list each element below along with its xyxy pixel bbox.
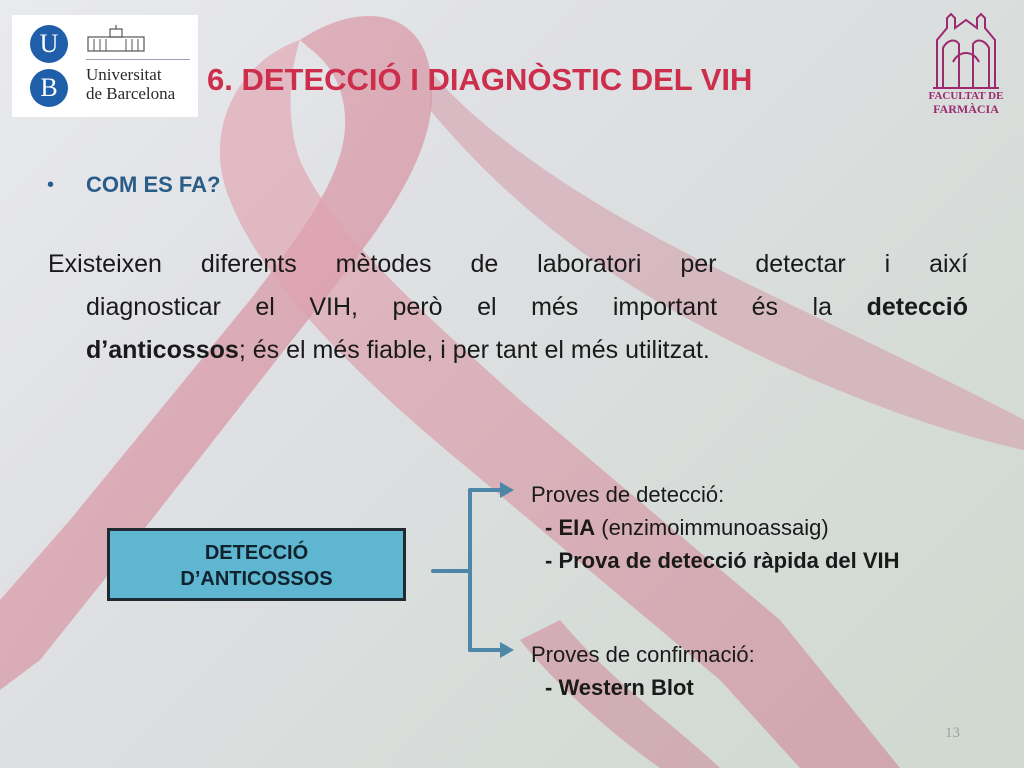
paragraph-line1: Existeixen diferents mètodes de laboratori per detectar i així (48, 250, 968, 278)
ub-monogram-b: B (30, 69, 68, 107)
detection-tests-group (531, 478, 900, 577)
antibody-detection-box (107, 528, 406, 601)
western-blot-label: - Western Blot (545, 675, 694, 700)
university-of-barcelona-logo (12, 15, 198, 117)
bullet-marker: • (47, 174, 55, 196)
slide-title: 6. DETECCIÓ I DIAGNÒSTIC DEL VIH (207, 62, 753, 97)
faculty-name-line1: FACULTAT DE (928, 90, 1004, 102)
university-name (86, 65, 175, 103)
eia-description: (enzimoimmunoassaig) (595, 515, 829, 540)
eia-label: - EIA (545, 515, 596, 540)
building-icon (86, 25, 146, 53)
bullet-heading: COM ES FA? (86, 172, 221, 197)
detection-test-rapid (531, 544, 900, 577)
detection-test-eia (531, 511, 900, 544)
box-line1: DETECCIÓ (204, 542, 309, 564)
confirmation-tests-group (531, 638, 755, 704)
paragraph-line3 (48, 329, 968, 372)
paragraph-line2-text: diagnosticar el VIH, però el més important és la (86, 293, 833, 321)
ub-monogram-u: U (30, 25, 68, 63)
faculty-name-line2: FARMÀCIA (933, 102, 999, 116)
paragraph-line2-emphasis: detecció (866, 293, 968, 321)
box-line2: D’ANTICOSSOS (180, 568, 333, 590)
confirmation-tests-heading: Proves de confirmació: (531, 642, 755, 667)
detection-tests-heading: Proves de detecció: (531, 482, 725, 507)
paragraph-line2 (48, 286, 968, 329)
confirmation-test-western-blot (531, 671, 755, 704)
paragraph-line3-text: ; és el més fiable, i per tant el més utilitzat. (238, 336, 710, 364)
faculty-name (920, 90, 1012, 116)
body-paragraph (48, 243, 968, 372)
logo-divider (86, 59, 190, 60)
university-name-line2: de Barcelona (86, 84, 176, 103)
page-number: 13 (945, 725, 960, 741)
university-name-line1: Universitat (86, 65, 162, 84)
rapid-test-label: - Prova de detecció ràpida del VIH (545, 548, 900, 573)
paragraph-line3-emphasis: d’anticossos (86, 336, 239, 364)
